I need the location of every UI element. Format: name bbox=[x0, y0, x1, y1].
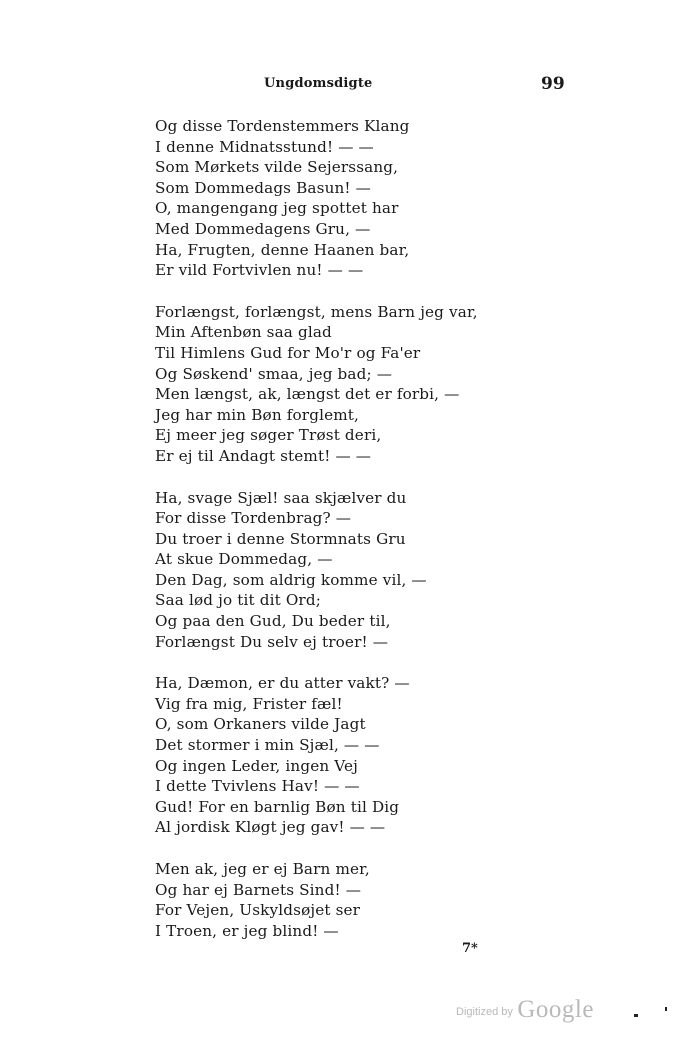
stanza-2 bbox=[155, 302, 495, 467]
stanza-5 bbox=[155, 859, 495, 941]
stanza-3 bbox=[155, 488, 495, 653]
poem-line: Al jordisk Kløgt jeg gav! — — bbox=[155, 818, 386, 837]
poem-line: Den Dag, som aldrig komme vil, — bbox=[155, 570, 427, 589]
watermark-prefix: Digitized by bbox=[456, 1006, 513, 1018]
poem-line: Med Dommedagens Gru, — bbox=[155, 219, 371, 238]
poem-line: Men længst, ak, længst det er forbi, — bbox=[155, 385, 460, 404]
poem-line: Til Himlens Gud for Mo'r og Fa'er bbox=[155, 343, 421, 362]
poem bbox=[155, 116, 495, 962]
poem-line: O, som Orkaners vilde Jagt bbox=[155, 715, 366, 734]
poem-line: Forlængst, forlængst, mens Barn jeg var, bbox=[155, 302, 478, 321]
poem-line: I denne Midnatsstund! — — bbox=[155, 137, 374, 156]
poem-line: Og har ej Barnets Sind! — bbox=[155, 880, 362, 899]
poem-line: At skue Dommedag, — bbox=[155, 550, 333, 569]
poem-line: I dette Tvivlens Hav! — — bbox=[155, 777, 360, 796]
poem-line: Som Mørkets vilde Sejerssang, bbox=[155, 158, 399, 177]
poem-line: Er ej til Andagt stemt! — — bbox=[155, 446, 372, 465]
stanza-1 bbox=[155, 116, 495, 281]
poem-line: Ha, Frugten, denne Haanen bar, bbox=[155, 240, 410, 259]
poem-line: Og disse Tordenstemmers Klang bbox=[155, 117, 410, 135]
signature-mark: 7* bbox=[462, 941, 478, 956]
poem-line: Min Aftenbøn saa glad bbox=[155, 323, 332, 342]
poem-line: Gud! For en barnlig Bøn til Dig bbox=[155, 797, 400, 816]
scan-speck bbox=[665, 1007, 667, 1011]
poem-line: O, mangengang jeg spottet har bbox=[155, 199, 399, 218]
poem-line: For disse Tordenbrag? — bbox=[155, 509, 352, 528]
poem-line: Jeg har min Bøn forglemt, bbox=[155, 405, 360, 424]
poem-line: Ha, svage Sjæl! saa skjælver du bbox=[155, 488, 407, 507]
poem-line: Og paa den Gud, Du beder til, bbox=[155, 612, 391, 631]
poem-line: Og Søskend' smaa, jeg bad; — bbox=[155, 364, 393, 383]
poem-line: Vig fra mig, Frister fæl! bbox=[155, 694, 343, 713]
poem-line: Ej meer jeg søger Trøst deri, bbox=[155, 426, 382, 445]
poem-line: Som Dommedags Basun! — bbox=[155, 178, 371, 197]
poem-line: Men ak, jeg er ej Barn mer, bbox=[155, 860, 370, 878]
poem-line: Det stormer i min Sjæl, — — bbox=[155, 736, 380, 755]
poem-line: Er vild Fortvivlen nu! — — bbox=[155, 261, 364, 280]
poem-line: Ha, Dæmon, er du atter vakt? — bbox=[155, 674, 410, 693]
page-number: 99 bbox=[541, 74, 565, 94]
poem-line: Og ingen Leder, ingen Vej bbox=[155, 756, 358, 775]
poem-line: Du troer i denne Stormnats Gru bbox=[155, 529, 406, 548]
poem-line: Saa lød jo tit dit Ord; bbox=[155, 591, 321, 610]
running-head: Ungdomsdigte bbox=[264, 76, 373, 91]
poem-line: Forlængst Du selv ej troer! — bbox=[155, 632, 389, 651]
poem-line: For Vejen, Uskyldsøjet ser bbox=[155, 901, 361, 920]
scan-speck bbox=[634, 1014, 638, 1017]
stanza-4 bbox=[155, 673, 495, 838]
digitized-watermark bbox=[456, 996, 594, 1024]
watermark-brand-logo: Google bbox=[517, 996, 594, 1023]
poem-line: I Troen, er jeg blind! — bbox=[155, 921, 339, 940]
